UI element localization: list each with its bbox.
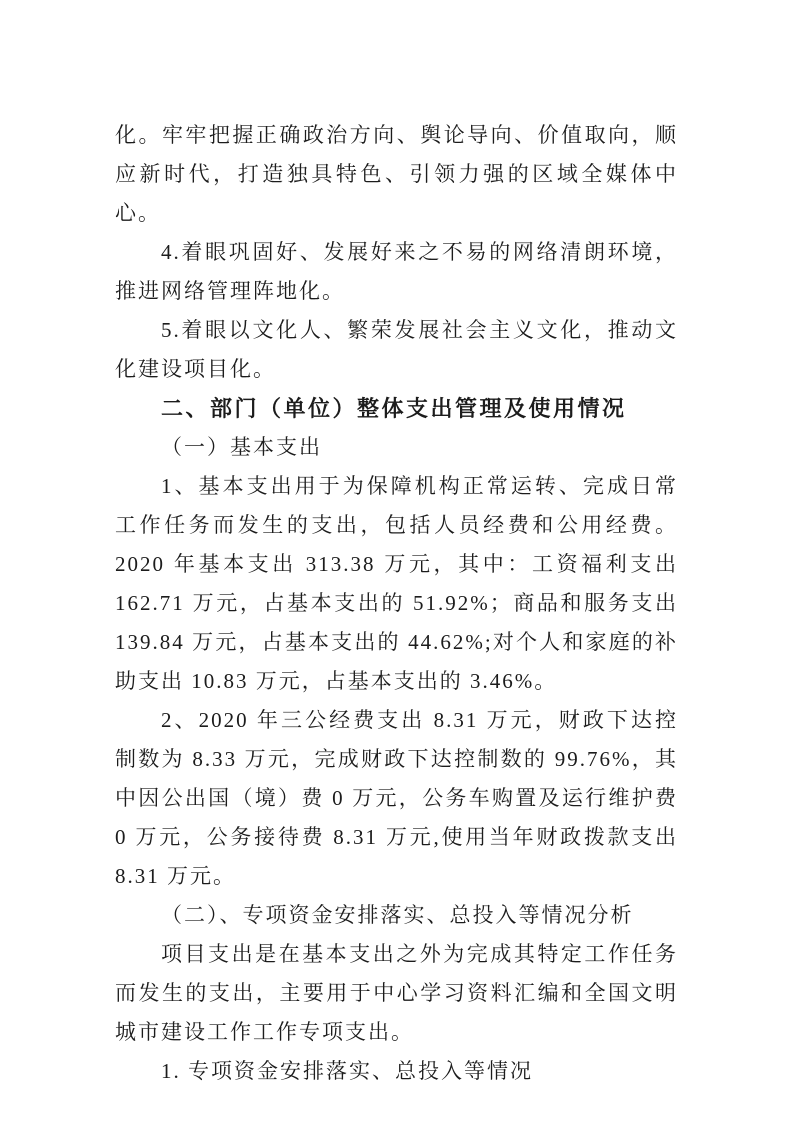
paragraph-item-4: 4.着眼巩固好、发展好来之不易的网络清朗环境，推进网络管理阵地化。 [115,240,678,303]
paragraph-basic-expenditure-detail: 1、基本支出用于为保障机构正常运转、完成日常工作任务而发生的支出，包括人员经费和公用经费。2020 年基本支出 313.38 万元，其中：工资福利支出 162.71 万元，占基本支出的 51.92%；商品和服务支出 139.84 万元，占基本支出的 44.62%;对个人和家庭的补助支出 10.83 万元，占基本支出的 3.46%。 [115,474,678,693]
subsection-heading-special-funds: （二）、专项资金安排落实、总投入等情况分析 [161,903,634,927]
subsection-heading-basic-expenditure: （一）基本支出 [161,435,322,459]
document-text-block [115,116,678,1091]
paragraph-item-5: 5.着眼以文化人、繁荣发展社会主义文化，推动文化建设项目化。 [115,318,678,381]
paragraph-project-expenditure: 项目支出是在基本支出之外为完成其特定工作任务而发生的支出，主要用于中心学习资料汇编和全国文明城市建设工作工作专项支出。 [115,942,678,1044]
paragraph-continuation: 化。牢牢把握正确政治方向、舆论导向、价值取向，顺应新时代，打造独具特色、引领力强的区域全媒体中心。 [115,123,678,225]
section-heading: 二、部门（单位）整体支出管理及使用情况 [161,396,627,421]
paragraph-three-public-expenses: 2、2020 年三公经费支出 8.31 万元，财政下达控制数为 8.33 万元，完成财政下达控制数的 99.76%，其中因公出国（境）费 0 万元，公务车购置及运行维护费 0 万元，公务接待费 8.31 万元,使用当年财政拨款支出 8.31 万元。 [115,708,678,888]
subheading-special-funds-arrangement: 1. 专项资金安排落实、总投入等情况 [161,1059,533,1083]
